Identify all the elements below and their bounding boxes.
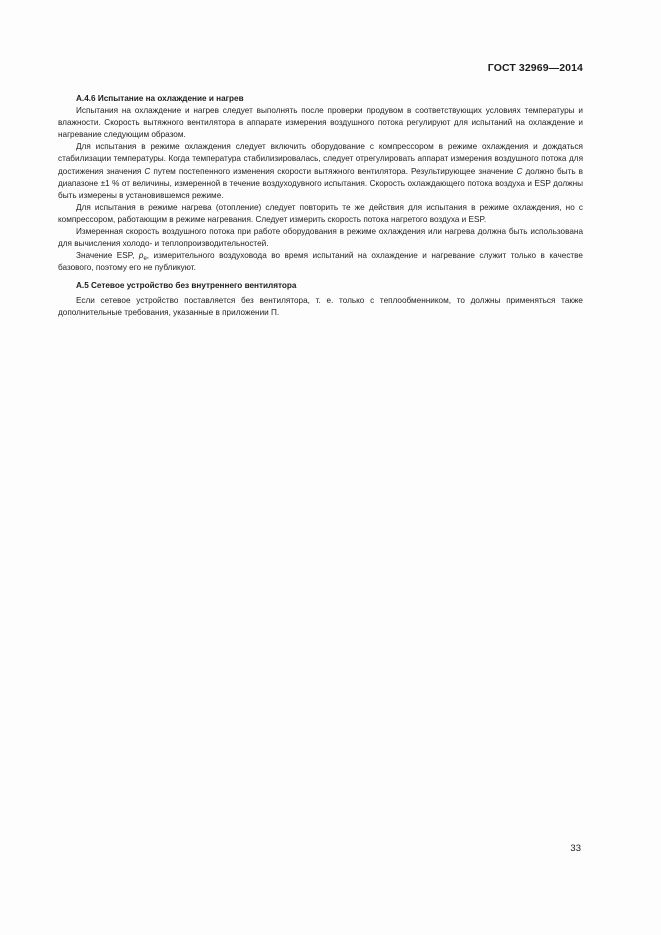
paragraph: [58, 250, 583, 274]
section-heading-a5: А.5 Сетевое устройство без внутреннего вентилятора: [76, 281, 297, 291]
symbol-p: p: [138, 251, 144, 261]
symbol-c: С: [516, 166, 523, 176]
paragraph: Для испытания в режиме нагрева (отопление) следует повторить те же действия для испытания в режиме охлаждения, но с компрессором, работающим в режиме нагревания. Следует измерить скорость потока нагретого воздуха и ESP.: [58, 202, 583, 224]
standard-header: ГОСТ 32969—2014: [487, 62, 583, 74]
section-heading-a46: А.4.6 Испытание на охлаждение и нагрев: [76, 94, 244, 103]
paragraph: Испытания на охлаждение и нагрев следует выполнять после проверки продувом в соответствующих условиях температуры и влажности. Скорость вытяжного вентилятора в аппарате измерения воздушного потока регулируют для испытаний на охлаждение и нагревание следующим образом.: [58, 106, 583, 140]
page-number: 33: [570, 843, 581, 854]
paragraph-text: Значение ESP,: [76, 251, 139, 261]
paragraph-text: Для испытания в режиме охлаждения следует включить оборудование с компрессором в режиме охлаждения и дождаться стабилизации температуры. Когда температура стабилизировалась, следует отрегулировать аппарат измерения воздушного потока для достижения значения: [58, 142, 583, 176]
symbol-subscript: e: [143, 256, 147, 263]
paragraph-text: должно быть в диапазоне ±1 % от величины, измеренной в течение воздуходувного испытания. Скорость охлаждающего потока воздуха и ESP должны быть измерены в установившемся режиме.: [58, 166, 583, 200]
paragraph: Если сетевое устройство поставляется без вентилятора, т. е. только с теплообменником, то должны применяться также дополнительные требования, указанные в приложении П.: [58, 295, 583, 317]
symbol-c: С: [144, 166, 151, 176]
paragraph-text: , измерительного воздуховода во время испытаний на охлаждение и нагревание служит только в качестве базового, поэтому его не публикуют.: [58, 251, 583, 273]
paragraph-text: путем постепенного изменения скорости вытяжного вентилятора. Результирующее значение: [150, 166, 517, 176]
paragraph: [58, 141, 583, 201]
page-content: [58, 93, 583, 319]
paragraph: Измеренная скорость воздушного потока при работе оборудования в режиме охлаждения или нагрева должна быть использована для вычисления холодо- и теплопроизводительностей.: [58, 227, 583, 249]
